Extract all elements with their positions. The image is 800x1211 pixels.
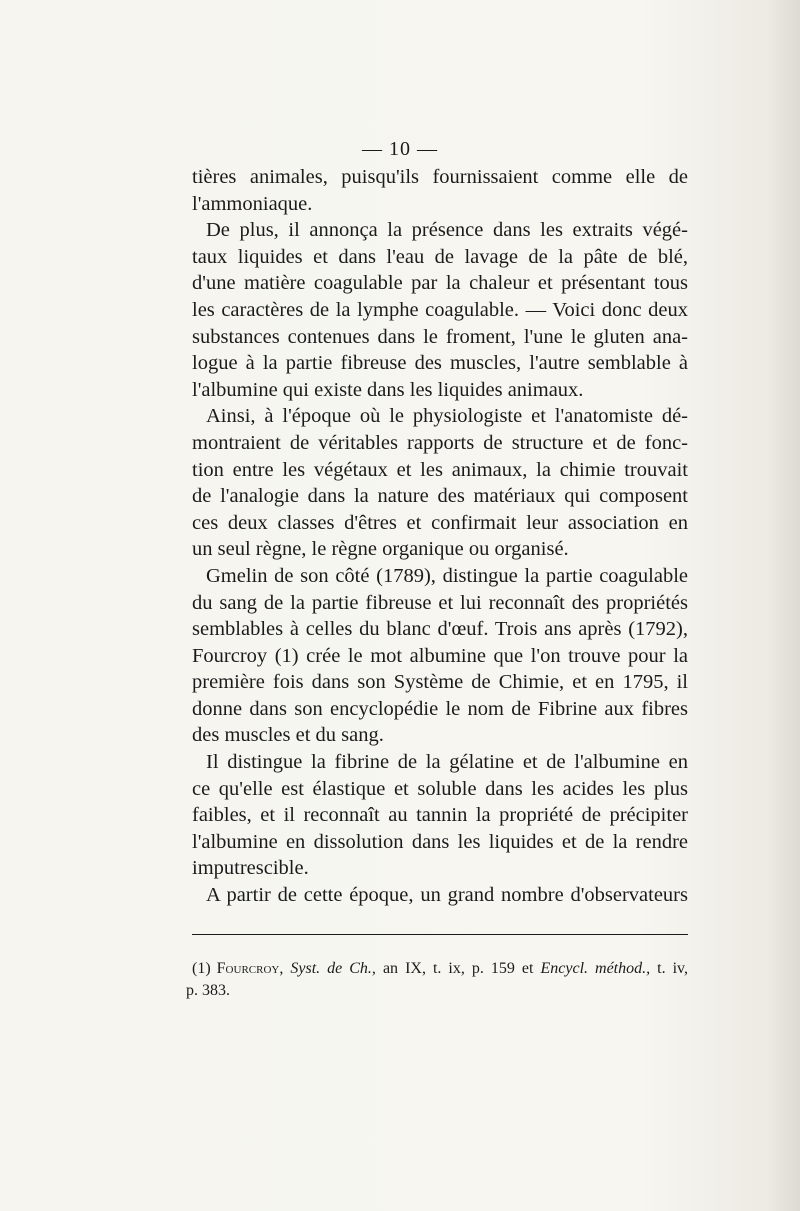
text-line: ce qu'elle est élastique et soluble dans les acides les plus (192, 777, 688, 800)
text-line: Gmelin de son côté (1789), distingue la partie coagulable (206, 564, 688, 587)
footnote-line-1 (192, 958, 688, 980)
body-text (192, 164, 688, 909)
text-line: Ainsi, à l'époque où le physiologiste et l'anatomiste dé- (206, 405, 688, 428)
text-line: faibles, et il reconnaît au tannin la propriété de précipiter (192, 804, 688, 827)
text-line: tion entre les végétaux et les animaux, la chimie trouvait (192, 458, 688, 481)
text-line: montraient de véritables rapports de structure et de fonc- (192, 431, 688, 454)
text-line: un seul règne, le règne organique ou organisé. (192, 538, 569, 561)
footnote-marker: (1) (192, 960, 211, 977)
text-line: logue à la partie fibreuse des muscles, l'autre semblable à (192, 352, 688, 375)
footnote (186, 958, 689, 1002)
text-line: ces deux classes d'êtres et confirmait leur association en (192, 511, 688, 534)
text-line: des muscles et du sang. (192, 724, 384, 747)
footnote-ref-title: Syst. de Ch., (290, 960, 376, 977)
text-line: l'albumine en dissolution dans les liquides et de la rendre (192, 830, 688, 853)
text-line: substances contenues dans le froment, l'une le gluten ana- (192, 325, 688, 348)
text-line: imputrescible. (192, 857, 309, 880)
footnote-ref-volume: an IX, t. ix, p. 159 et (382, 960, 534, 977)
text-line: les caractères de la lymphe coagulable. — Voici donc deux (192, 298, 688, 321)
text-line: De plus, il annonça la présence dans les extraits végé- (206, 219, 688, 242)
text-line: première fois dans son Système de Chimie, et en 1795, il (192, 671, 688, 694)
footnote-ref-tome: t. iv, (657, 960, 689, 977)
text-line: tières animales, puisqu'ils fournissaient comme elle de (192, 166, 688, 188)
text-line: A partir de cette époque, un grand nombre d'observateurs (206, 884, 688, 907)
text-line: donne dans son encyclopédie le nom de Fibrine aux fibres (192, 697, 688, 720)
text-line: l'ammoniaque. (192, 192, 313, 215)
text-line: de l'analogie dans la nature des matériaux qui composent (192, 485, 688, 508)
footnote-ref-encyclopedia: Encycl. méthod., (540, 960, 651, 977)
text-line: semblables à celles du blanc d'œuf. Trois ans après (1792), (192, 618, 688, 641)
text-line: l'albumine qui existe dans les liquides animaux. (192, 378, 584, 401)
text-line: Fourcroy (1) crée le mot albumine que l'on trouve pour la (192, 644, 688, 667)
footnote-divider (192, 934, 688, 935)
text-line: d'une matière coagulable par la chaleur et présentant tous (192, 272, 688, 295)
text-line: du sang de la partie fibreuse et lui reconnaît des propriétés (192, 591, 688, 614)
text-line: taux liquides et dans l'eau de lavage de la pâte de blé, (192, 245, 688, 268)
text-line: Il distingue la fibrine de la gélatine et de l'albumine en (206, 751, 688, 774)
footnote-author: Fourcroy, (216, 960, 284, 977)
page-number: — 10 — (362, 138, 438, 160)
footnote-line-2: p. 383. (186, 982, 230, 999)
